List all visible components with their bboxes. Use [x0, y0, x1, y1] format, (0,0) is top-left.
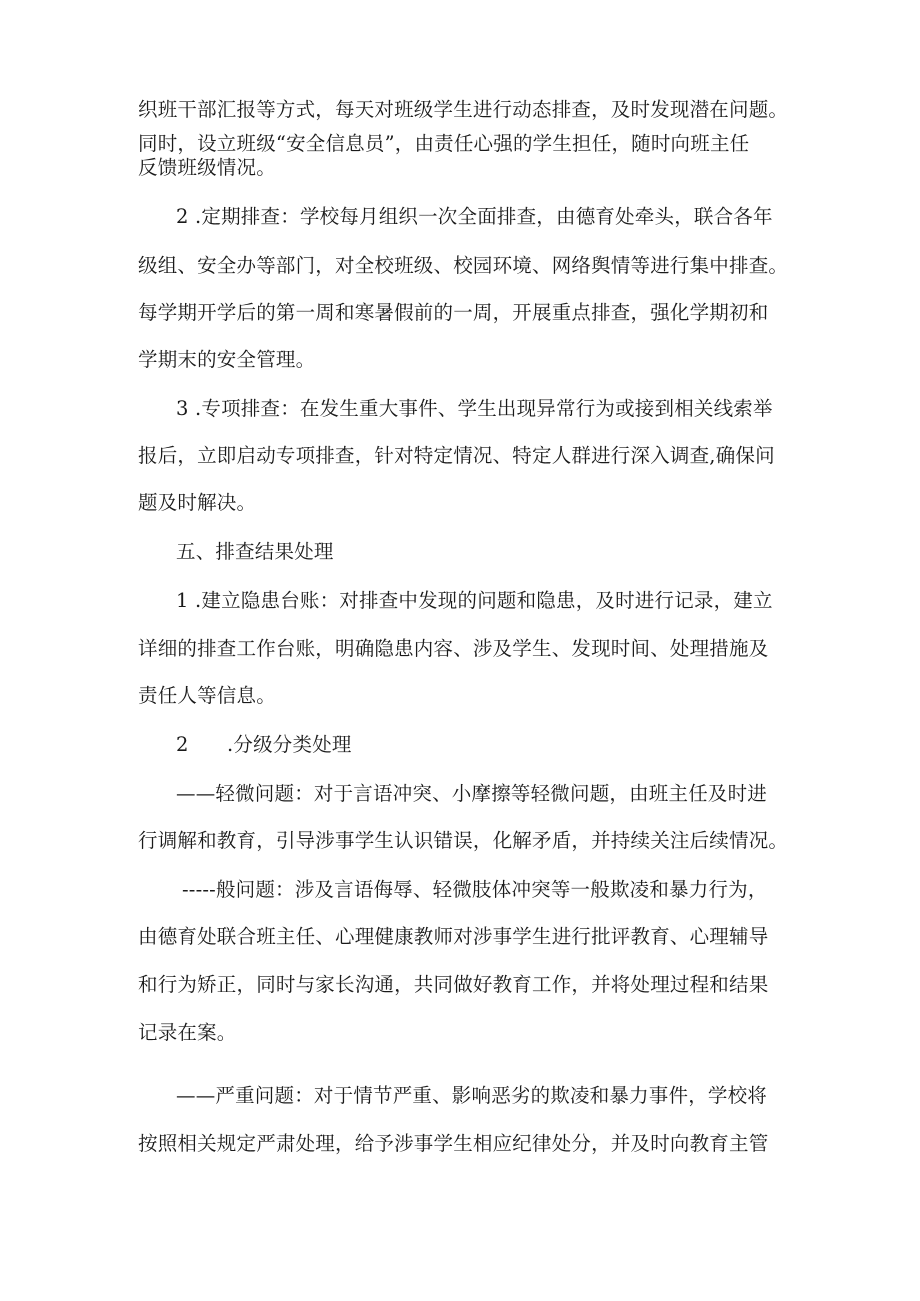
text-line: 1 .建立隐患台账：对排查中发现的问题和隐患，及时进行记录，建立 [176, 589, 773, 612]
text-line: -----般问题：涉及言语侮辱、轻微肢体冲突等一般欺凌和暴力行为， [182, 878, 768, 901]
text-line: ——严重问题：对于情节严重、影响恶劣的欺凌和暴力事件，学校将 [176, 1084, 768, 1107]
text-line: 由德育处联合班主任、心理健康教师对涉事学生进行批评教育、心理辅导 [138, 925, 769, 948]
text-line: 记录在案。 [138, 1021, 237, 1044]
text-line: 2 .定期排查：学校每月组织一次全面排查，由德育处牵头，联合各年 [176, 205, 773, 228]
text-line: 学期末的安全管理。 [138, 348, 316, 371]
text-line: 反馈班级情况。 [138, 156, 276, 179]
text-line: 报后，立即启动专项排查，针对特定情况、特定人群进行深入调查,确保问 [138, 444, 775, 467]
text-line: 详细的排查工作台账，明确隐患内容、涉及学生、发现时间、处理措施及 [138, 637, 769, 660]
text-line: 2 .分级分类处理 [176, 733, 352, 756]
text-line: 和行为矫正，同时与家长沟通，共同做好教育工作，并将处理过程和结果 [138, 973, 769, 996]
text-line: 织班干部汇报等方式，每天对班级学生进行动态排查，及时发现潜在问题。 [138, 98, 789, 121]
text-line: 按照相关规定严肃处理，给予涉事学生相应纪律处分，并及时向教育主管 [138, 1132, 769, 1155]
text-line: 行调解和教育，引导涉事学生认识错误，化解矛盾，并持续关注后续情况。 [138, 829, 789, 852]
text-line: 同时，设立班级“安全信息员”，由责任心强的学生担任，随时向班主任 [138, 132, 750, 155]
text-line: 每学期开学后的第一周和寒暑假前的一周，开展重点排查，强化学期初和 [138, 301, 769, 324]
text-line: 3 .专项排查：在发生重大事件、学生出现异常行为或接到相关线索举 [176, 397, 773, 420]
text-line: 题及时解决。 [138, 491, 257, 514]
section-heading: 五、排查结果处理 [176, 540, 334, 563]
text-line: 级组、安全办等部门，对全校班级、校园环境、网络舆情等进行集中排查。 [138, 254, 789, 277]
text-line: ——轻微问题：对于言语冲突、小摩擦等轻微问题，由班主任及时进 [176, 782, 768, 805]
text-line: 责任人等信息。 [138, 684, 276, 707]
